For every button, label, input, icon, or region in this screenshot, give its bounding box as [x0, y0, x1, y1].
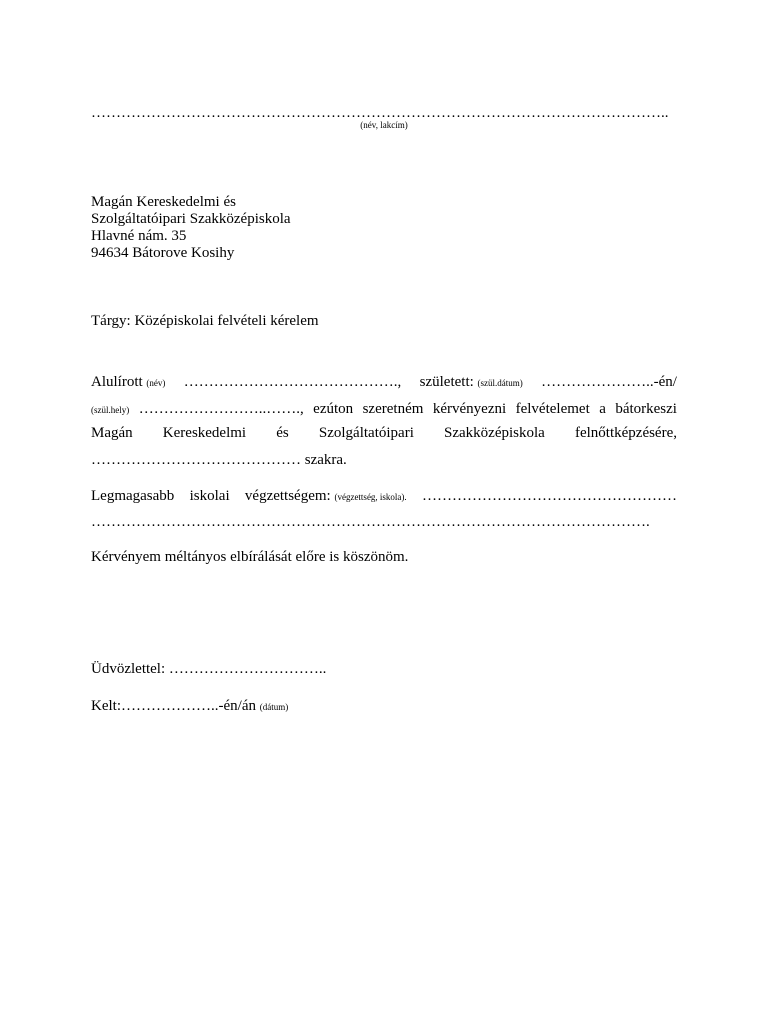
kelt-date-note: (dátum) [259, 702, 289, 712]
sender-dotted-line: …………………………………………………………………………………………………….. [91, 106, 669, 120]
body-p1-row-1 [91, 373, 677, 392]
kelt-suffix: -én/án [218, 698, 256, 714]
major-dotted-field: …………………………………… [91, 452, 301, 468]
education-dotted-field-b: …………………………………………………………………………………………………. [91, 515, 650, 529]
greeting-line [91, 660, 326, 678]
word-szolgaltatoipari: Szolgáltatóipari [318, 425, 414, 441]
body-p1-row-2 [91, 400, 677, 419]
subject-line: Tárgy: Középiskolai felvételi kérelem [91, 313, 319, 329]
sender-note: (név, lakcím) [360, 120, 408, 130]
word-szeretnem: szeretném [362, 401, 424, 417]
recipient-line-3: Hlavné nám. 35 [91, 228, 187, 244]
birth-date-note: (szül.dátum) [477, 378, 523, 388]
word-magan: Magán [91, 425, 133, 441]
name-note: (név) [146, 378, 166, 388]
alulirott-text: Alulírott (név) [91, 374, 166, 390]
word-es: és [276, 425, 289, 441]
name-dotted-field: ……………………………………., [183, 374, 402, 390]
word-iskolai: iskolai [189, 488, 230, 504]
recipient-line-1: Magán Kereskedelmi és [91, 194, 236, 210]
education-dotted-field-a: …………………………………………… [421, 488, 677, 504]
word-legmagasabb: Legmagasabb [91, 488, 175, 504]
word-szakkozepiskola: Szakközépiskola [444, 425, 545, 441]
vegzettsegem-text: végzettségem: (végzettség, iskola). [244, 488, 407, 504]
szuletett-text: született: (szül.dátum) [419, 374, 523, 390]
recipient-line-4: 94634 Bátorove Kosihy [91, 245, 235, 261]
birth-place-note: (szül.hely) [91, 405, 130, 415]
birth-date-dotted-field: …………………..-én/ [541, 374, 677, 390]
kelt-line [91, 697, 288, 716]
recipient-line-2: Szolgáltatóipari Szakközépiskola [91, 211, 291, 227]
greeting-label: Üdvözlettel: [91, 661, 166, 677]
szakra-text: szakra. [304, 452, 347, 468]
kelt-dotted-field: ……………….. [121, 698, 219, 714]
word-a: a [599, 401, 606, 417]
word-kereskedelmi: Kereskedelmi [162, 425, 247, 441]
body-p1-row-3 [91, 424, 677, 442]
word-kervenyezni: kérvényezni [432, 401, 507, 417]
education-note: (végzettség, iskola). [334, 492, 407, 502]
birth-place-dotted-field: ……………………..……., [138, 401, 304, 417]
word-felvetelemet: felvételemet [515, 401, 590, 417]
word-felnottkepzesere: felnőttképzésére, [574, 425, 677, 441]
body-p3: Kérvényem méltányos elbírálását előre is köszönöm. [91, 549, 409, 565]
kelt-label: Kelt: [91, 698, 121, 714]
body-p2-row-1 [91, 487, 677, 506]
word-batorkeszi: bátorkeszi [615, 401, 677, 417]
word-ezuton: ezúton [313, 401, 354, 417]
body-p1-row-4 [91, 451, 347, 469]
signature-dotted-field: ………………………….. [168, 661, 327, 677]
